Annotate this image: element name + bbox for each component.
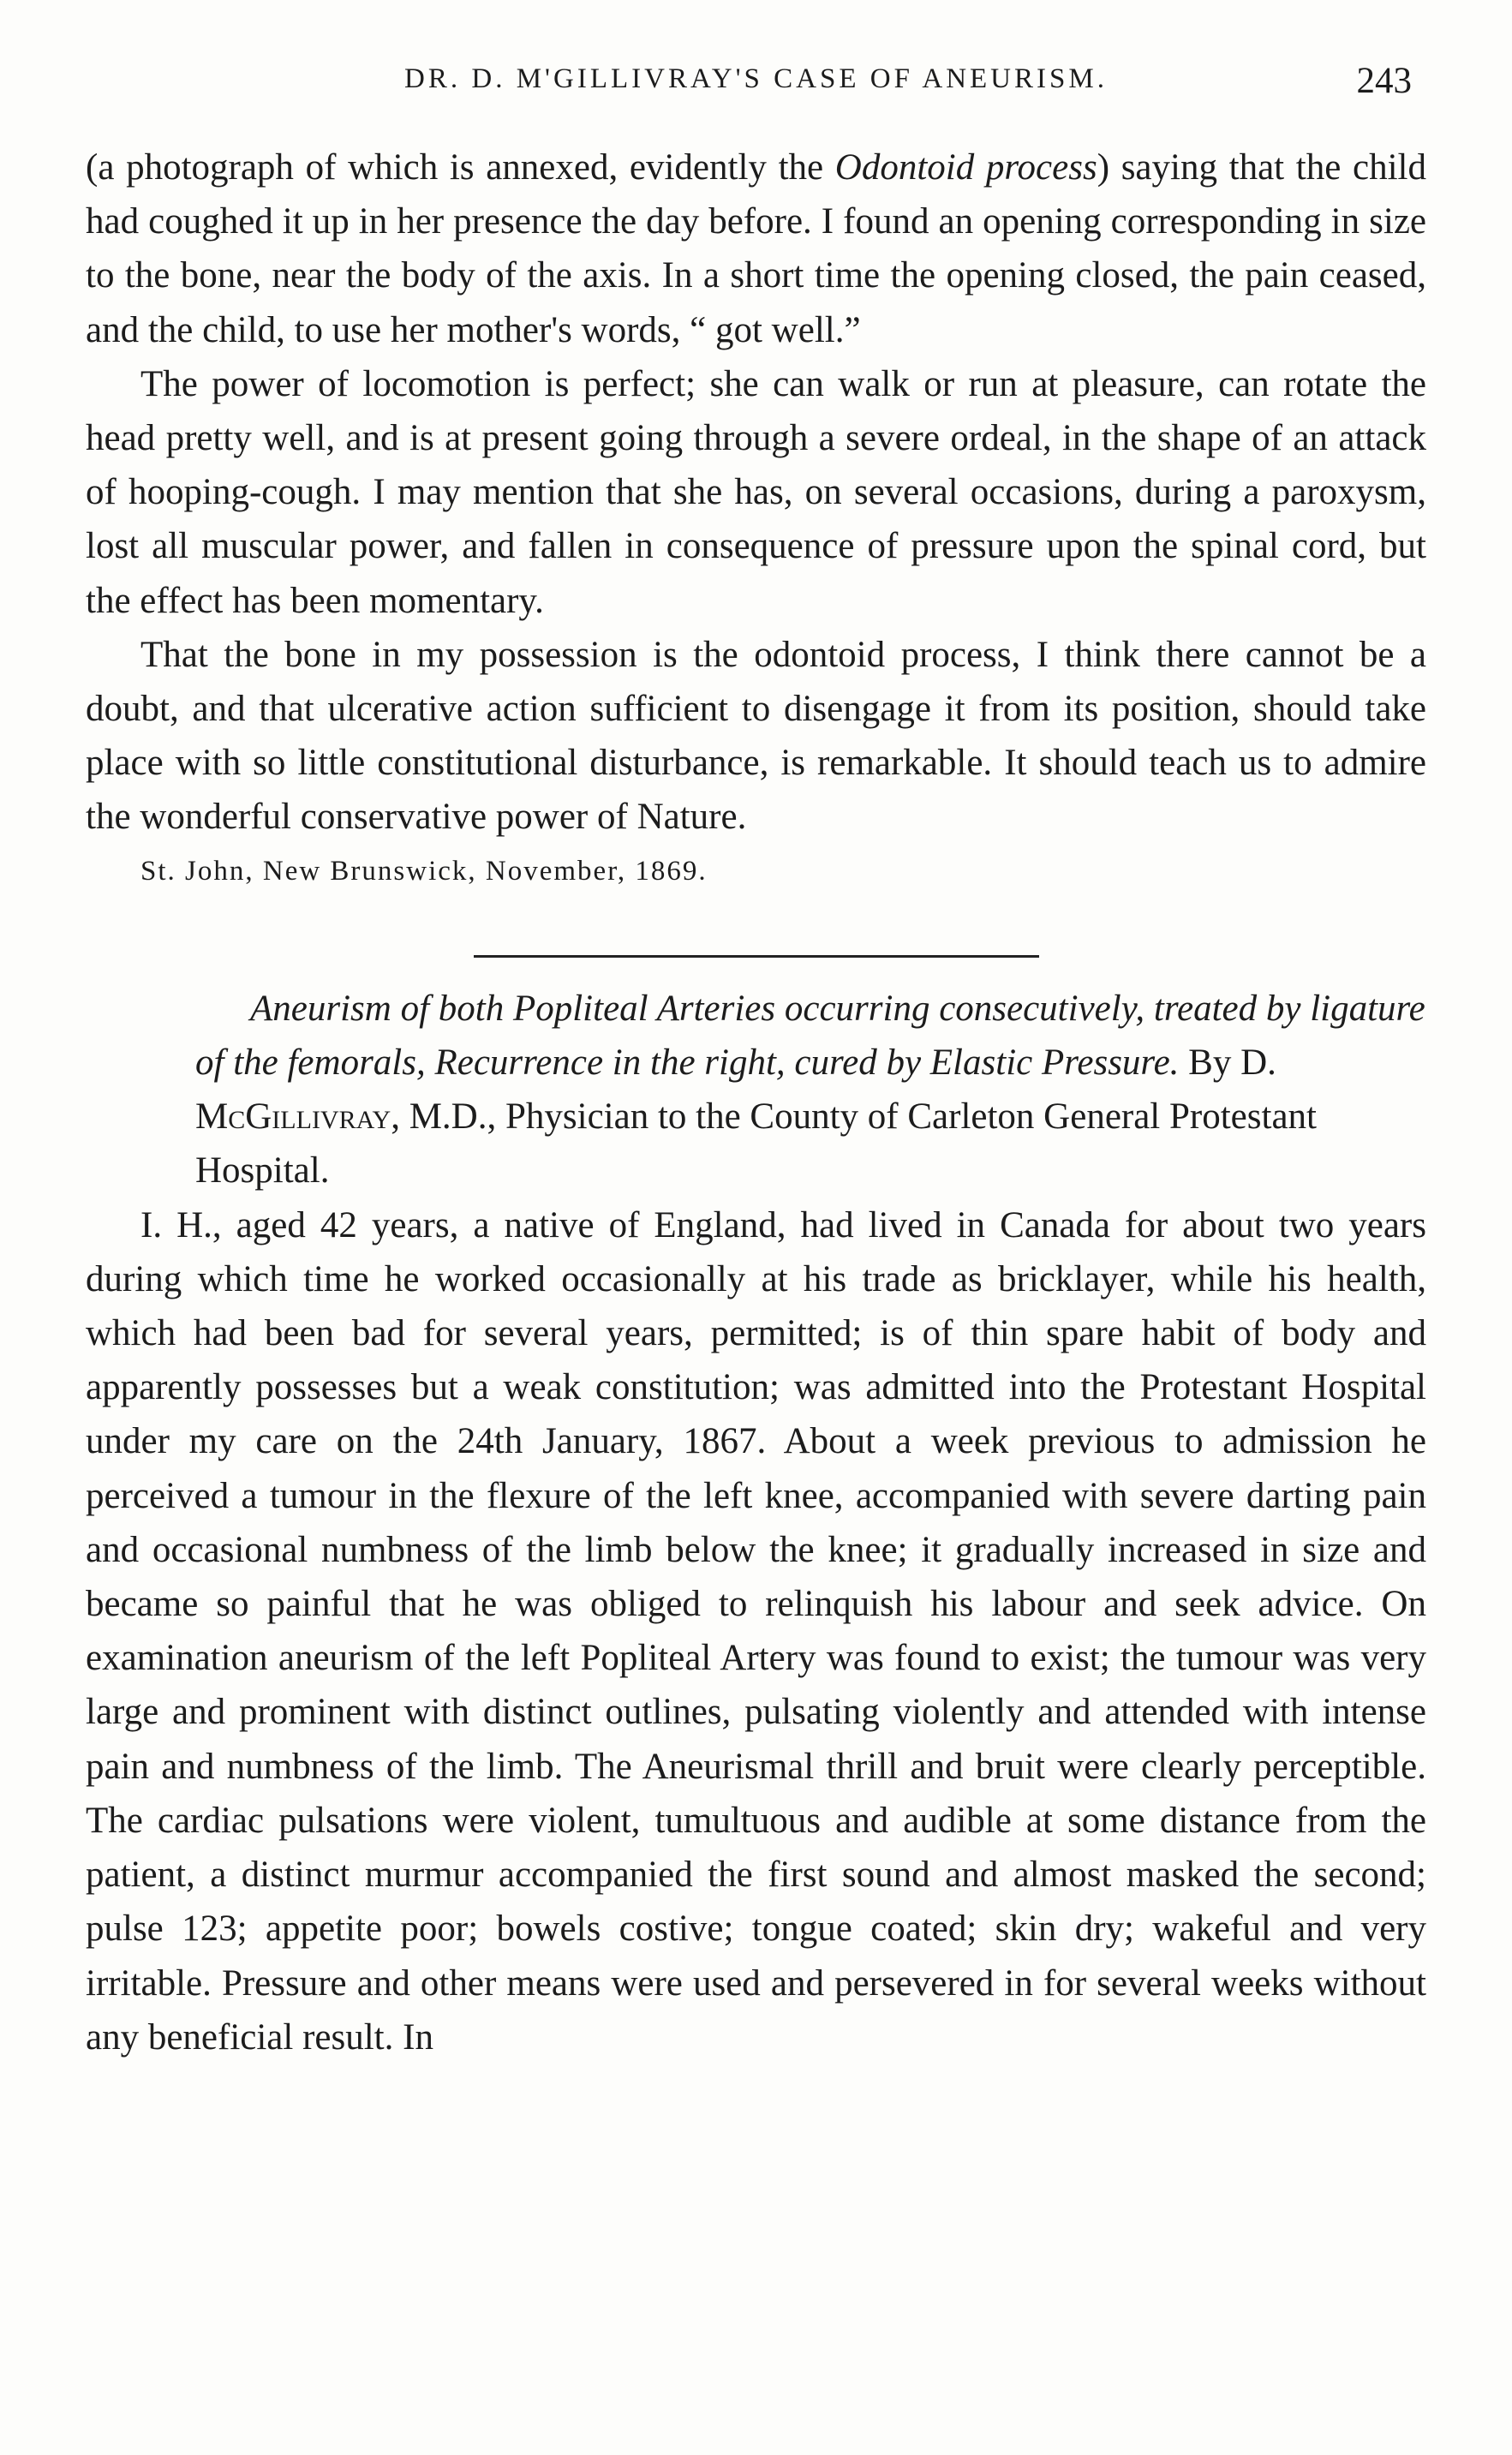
article-title-italic: Aneurism of both Popliteal Arteries occurring consecutively, treated by ligature of the femorals, Recurrence in the right, cured by Elastic Pressure. xyxy=(195,988,1425,1084)
paragraph: I. H., aged 42 years, a native of England, had lived in Canada for about two years during which time he worked occasionally at his trade as bricklayer, while his health, which had been bad for several years, permitted; is of thin spare habit of body and apparently possesses but a weak constitution; was admitted into the Protestant Hospital under my care on the 24th January, 1867. About a week previous to admission he perceived a tumour in the flexure of the left knee, accompanied with severe darting pain and occasional numbness of the limb below the knee; it gradually increased in size and became so painful that he was obliged to relinquish his labour and seek advice. On examination aneurism of the left Popliteal Artery was found to exist; the tumour was very large and prominent with distinct outlines, pulsating violently and attended with intense pain and numbness of the limb. The Aneurismal thrill and bruit were clearly perceptible. The cardiac pulsations were violent, tumultuous and audible at some distance from the patient, a distinct murmur accompanied the first sound and almost masked the second; pulse 123; appetite poor; bowels costive; tongue coated; skin dry; wakeful and very irritable. Pressure and other means were used and persevered in for several weeks without any beneficial result. In xyxy=(86,1204,1426,2058)
running-head xyxy=(0,63,1512,115)
section-divider xyxy=(474,955,1039,958)
page-body xyxy=(86,140,1426,2064)
byline-by: By D. xyxy=(1188,1042,1276,1084)
article-title xyxy=(86,982,1426,1198)
paragraph: That the bone in my possession is the odontoid process, I think there cannot be a doubt, and that ulcerative action sufficient to disengage it from its position, should take place with so little constitutional disturbance, is remarkable. It should teach us to admire the wonderful conservative power of Nature. xyxy=(86,634,1426,838)
place-date-line: St. John, New Brunswick, November, 1869. xyxy=(140,855,708,887)
author-credentials: , M.D., Physician to the County of Carleton General Protestant Hospital. xyxy=(195,1096,1317,1192)
paragraph: The power of locomotion is perfect; she can walk or run at pleasure, can rotate the head pretty well, and is at present going through a severe ordeal, in the shape of an attack of hooping-cough. I may mention that she has, on several occasions, during a paroxysm, lost all muscular power, and fallen in consequence of pressure upon the spinal cord, but the effect has been momentary. xyxy=(86,363,1426,621)
paragraph-text: (a photograph of which is annexed, evidently the Odontoid process) saying that the child had coughed it up in her presence the day before. I found an opening corresponding in size to the bone, near the body of the axis. In a short time the opening closed, the pain ceased, and the child, to use her mother's words, “ got well.” xyxy=(86,147,1426,350)
author-name: McGillivray xyxy=(195,1096,391,1138)
paragraph-continued xyxy=(86,140,1426,357)
running-title: DR. D. M'GILLIVRAY'S CASE OF ANEURISM. xyxy=(404,63,1108,94)
page-number: 243 xyxy=(1356,61,1412,101)
